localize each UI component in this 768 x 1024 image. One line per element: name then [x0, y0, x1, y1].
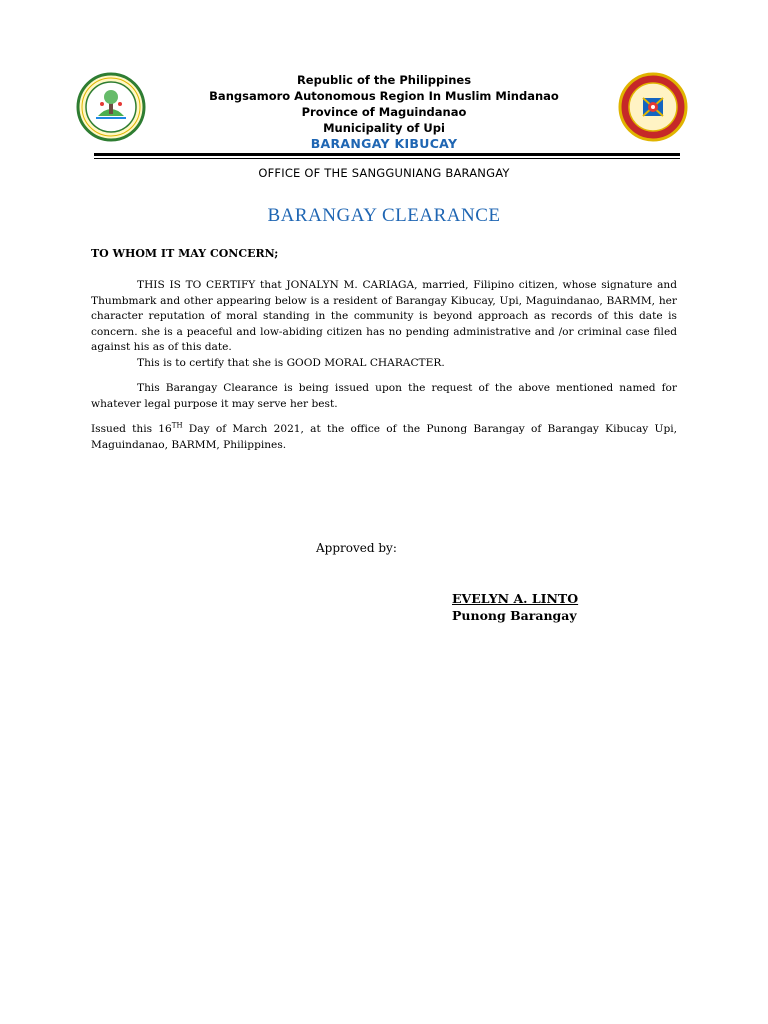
- document-title: BARANGAY CLEARANCE: [267, 205, 501, 226]
- office-name: OFFICE OF THE SANGGUNIANG BARANGAY: [258, 166, 510, 180]
- salutation: TO WHOM IT MAY CONCERN;: [91, 247, 279, 260]
- issuance-paragraph: [91, 422, 677, 453]
- signatory-position: Punong Barangay: [452, 608, 577, 623]
- header-barangay: BARANGAY KIBUCAY: [310, 136, 458, 151]
- issuance-ordinal-suffix: TH: [171, 421, 183, 430]
- barangay-council-seal-icon: [76, 72, 146, 142]
- header-divider-thin: [94, 158, 680, 159]
- purpose-paragraph: This Barangay Clearance is being issued upon the request of the above mentioned named for whatever legal purpose it may serve her best.: [91, 382, 677, 410]
- letterhead: [150, 72, 618, 152]
- header-province: Province of Maguindanao: [301, 105, 467, 119]
- header-republic: Republic of the Philippines: [296, 73, 472, 87]
- certification-paragraph: THIS IS TO CERTIFY that JONALYN M. CARIAGA, married, Filipino citizen, whose signature and Thumbmark and other appearing below is a resident of Barangay Kibucay, Upi, Maguindanao, BARMM, her character reputation of moral standing in the community is beyond approach as records of this date is concern. she is a peaceful and low-abiding citizen has no pending administrative and /or criminal case filed against his as of this date.: [91, 279, 677, 353]
- header-divider: [94, 153, 680, 156]
- signatory: [452, 590, 578, 624]
- approved-by-label: Approved by:: [316, 541, 397, 555]
- moral-character-paragraph: This is to certify that she is GOOD MORAL CHARACTER.: [137, 356, 445, 369]
- header-region: Bangsamoro Autonomous Region In Muslim Mindanao: [209, 89, 559, 103]
- header-municipality: Municipality of Upi: [323, 121, 445, 135]
- issuance-text-start: Issued this 16: [91, 423, 172, 435]
- municipality-of-upi-seal-icon: [618, 72, 688, 142]
- signatory-name: EVELYN A. LINTO: [452, 591, 579, 606]
- issuance-text-end: Day of March 2021, at the office of the Punong Barangay of Barangay Kibucay Upi, Maguindanao, BARMM, Philippines.: [91, 423, 677, 451]
- document-body: [91, 278, 677, 453]
